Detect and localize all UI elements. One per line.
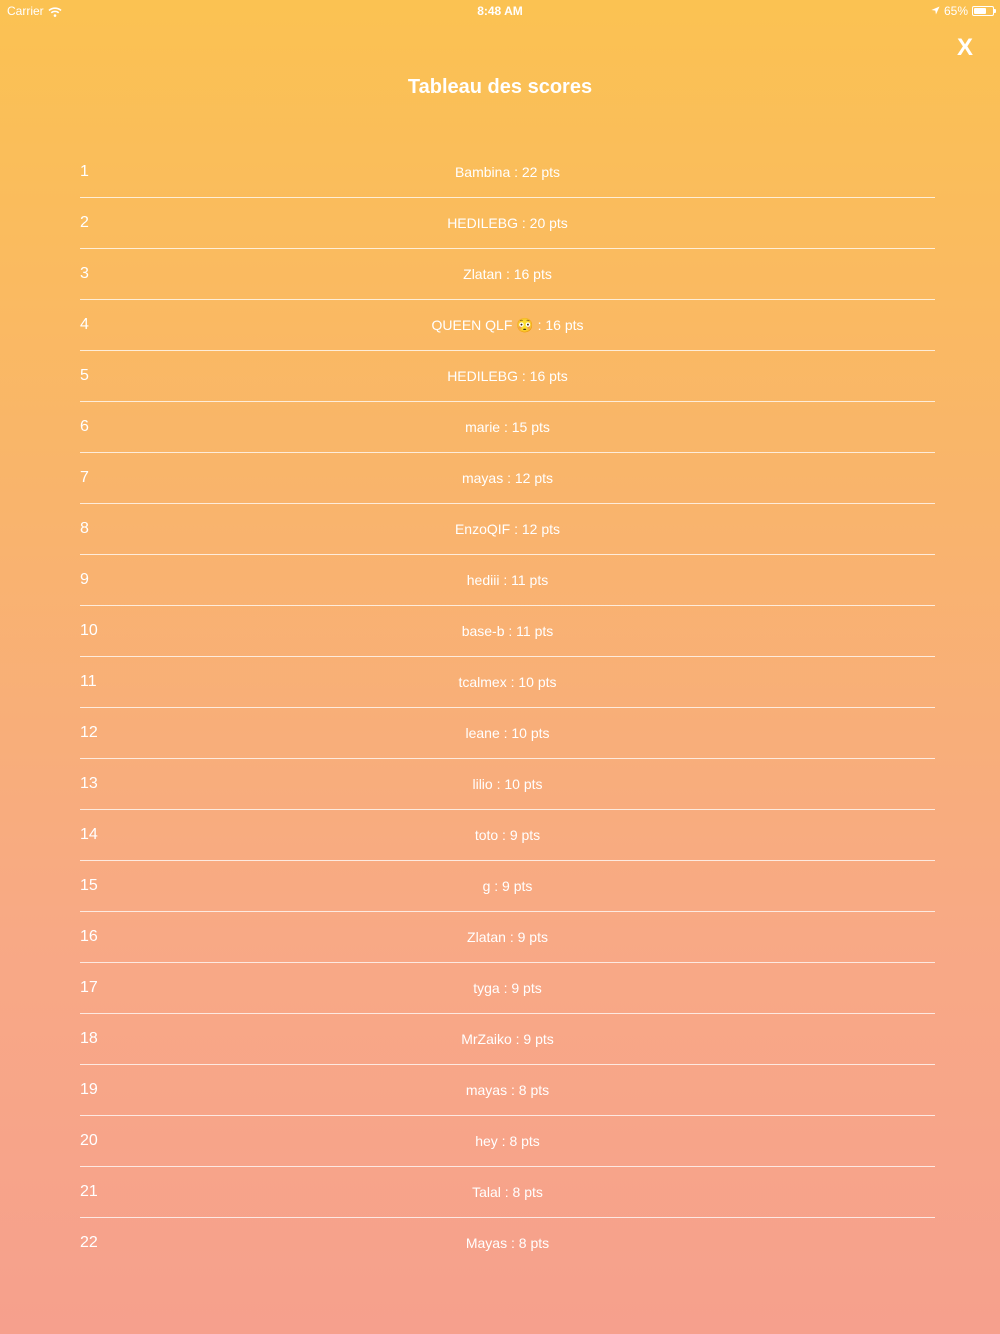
- score-rank: 21: [80, 1183, 98, 1200]
- page-title: Tableau des scores: [407, 76, 593, 98]
- score-rank: 17: [80, 979, 98, 996]
- score-row: [80, 1065, 935, 1116]
- score-rank: 12: [80, 724, 98, 741]
- score-row: [80, 351, 935, 402]
- score-row: [80, 912, 935, 963]
- score-rank: 9: [80, 571, 89, 588]
- score-row: [80, 657, 935, 708]
- score-entry: Zlatan : 16 pts: [463, 266, 552, 282]
- carrier-label: Carrier: [7, 4, 44, 18]
- score-rank: 10: [80, 622, 98, 639]
- score-entry: base-b : 11 pts: [461, 623, 554, 639]
- score-entry: Mayas : 8 pts: [465, 1235, 550, 1251]
- score-row: [80, 606, 935, 657]
- status-time: 8:48 AM: [477, 4, 523, 18]
- score-rank: 7: [80, 469, 89, 486]
- score-rank: 8: [80, 520, 89, 537]
- battery-tip: [994, 9, 996, 13]
- score-rank: 14: [80, 826, 98, 843]
- score-row: [80, 402, 935, 453]
- score-row: [80, 963, 935, 1014]
- score-row: [80, 708, 935, 759]
- score-entry: HEDILEBG : 16 pts: [447, 368, 568, 384]
- score-entry: HEDILEBG : 20 pts: [447, 215, 568, 231]
- score-entry: hediii : 11 pts: [466, 572, 549, 588]
- score-rank: 13: [80, 775, 98, 792]
- battery-icon: [972, 6, 994, 16]
- score-row: [80, 504, 935, 555]
- status-right-group: [931, 4, 994, 18]
- score-rank: 3: [80, 265, 89, 282]
- score-entry: QUEEN QLF 😳 : 16 pts: [431, 316, 584, 333]
- score-row: [80, 1218, 935, 1268]
- score-entry: mayas : 8 pts: [465, 1082, 550, 1098]
- score-rank: 19: [80, 1081, 98, 1098]
- score-rank: 6: [80, 418, 89, 435]
- status-bar: [0, 0, 1000, 22]
- score-rank: 2: [80, 214, 89, 231]
- score-entry: g : 9 pts: [482, 878, 533, 894]
- score-entry: toto : 9 pts: [474, 827, 541, 843]
- score-rank: 15: [80, 877, 98, 894]
- score-row: [80, 1167, 935, 1218]
- score-row: [80, 810, 935, 861]
- score-list: [80, 147, 935, 1268]
- score-rank: 11: [80, 673, 97, 690]
- score-entry: hey : 8 pts: [475, 1133, 540, 1149]
- score-rank: 4: [80, 316, 89, 333]
- score-rank: 16: [80, 928, 98, 945]
- score-rank: 5: [80, 367, 89, 384]
- score-row: [80, 453, 935, 504]
- score-entry: tyga : 9 pts: [473, 980, 542, 996]
- score-entry: leane : 10 pts: [465, 725, 550, 741]
- score-entry: Talal : 8 pts: [472, 1184, 543, 1200]
- score-rank: 18: [80, 1030, 98, 1047]
- score-entry: EnzoQIF : 12 pts: [454, 521, 561, 537]
- score-row: [80, 147, 935, 198]
- score-entry: Bambina : 22 pts: [454, 164, 561, 180]
- score-rank: 20: [80, 1132, 98, 1149]
- score-row: [80, 198, 935, 249]
- score-rank: 22: [80, 1234, 98, 1251]
- score-entry: MrZaiko : 9 pts: [461, 1031, 554, 1047]
- score-entry: marie : 15 pts: [465, 419, 550, 435]
- battery-percentage: 65%: [943, 4, 968, 18]
- score-entry: tcalmex : 10 pts: [458, 674, 557, 690]
- score-row: [80, 861, 935, 912]
- score-entry: lilio : 10 pts: [472, 776, 543, 792]
- score-entry: Zlatan : 9 pts: [467, 929, 548, 945]
- score-row: [80, 555, 935, 606]
- score-row: [80, 249, 935, 300]
- close-button[interactable]: X: [956, 34, 973, 61]
- battery-level-fill: [974, 8, 986, 14]
- location-arrow-icon: [931, 4, 940, 18]
- score-entry: mayas : 12 pts: [461, 470, 554, 486]
- score-row: [80, 300, 935, 351]
- score-rank: 1: [80, 163, 89, 180]
- score-row: [80, 759, 935, 810]
- score-row: [80, 1014, 935, 1065]
- score-row: [80, 1116, 935, 1167]
